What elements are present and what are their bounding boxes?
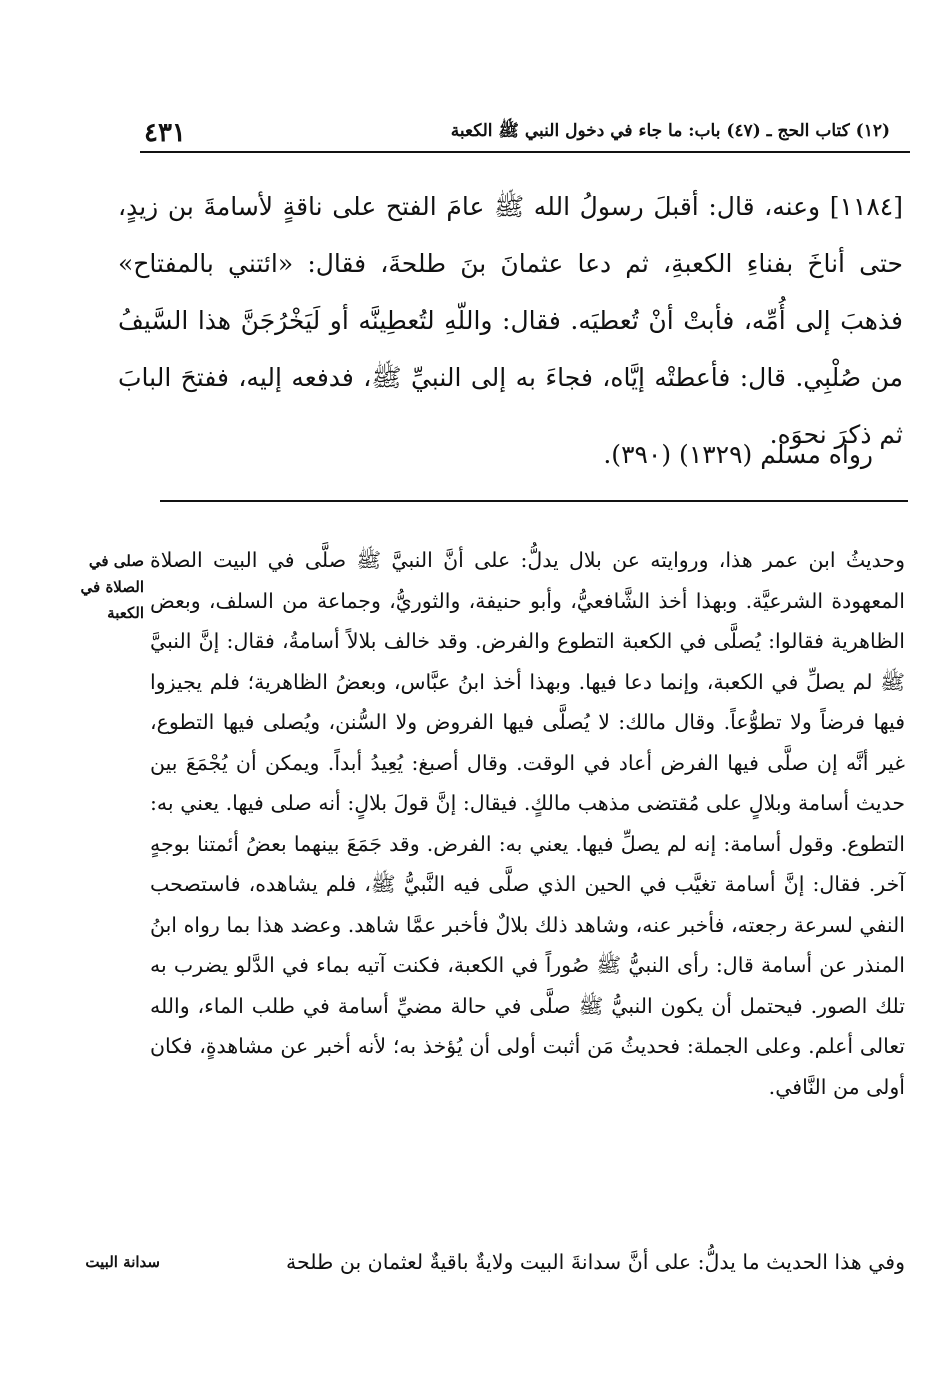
commentary-block: [150, 540, 905, 1107]
header-rule: [140, 151, 910, 153]
hadith-text: [١١٨٤] وعنه، قال: أقبلَ رسولُ الله ﷺ عامَ الفتح على ناقةٍ لأسامةَ بن زيدٍ، حتى أناخَ بفناءِ الكعبةِ، ثم دعا عثمانَ بنَ طلحةَ، فقال: «ائتني بالمفتاح» فذهبَ إلى أُمِّه، فأبتْ أنْ تُعطيَه. فقال: واللّهِ لتُعطِينَّه أو لَيَخْرُجَنَّ هذا السَّيفُ من صُلْبِي. قال: فأعطتْه إيَّاه، فجاءَ به إلى النبيِّ ﷺ، فدفعه إليه، ففتحَ البابَ ثم ذكرَ نحوَه.: [118, 192, 903, 449]
commentary-paragraph-2: وفي هذا الحديث ما يدلُّ: على أنَّ سدانةَ البيت ولايةٌ باقيةٌ لعثمان بن طلحة: [286, 1250, 905, 1274]
hadith-source: رواه مسلم (١٣٢٩) (٣٩٠).: [603, 440, 873, 469]
margin-note-prayer-in-kaaba: صلى في الصلاة في الكعبة: [80, 552, 144, 622]
hadith-block: [118, 178, 903, 463]
margin-note-custodianship: سدانة البيت: [85, 1253, 160, 1271]
page-number: ٤٣١: [144, 118, 186, 148]
separator-rule: [160, 500, 908, 502]
page-header: [140, 112, 910, 152]
commentary-paragraph: وحديثُ ابن عمر هذا، وروايته عن بلال يدلُّ: على أنَّ النبيَّ ﷺ صلَّى في البيت الصلاة المعهودة الشرعيَّة. وبهذا أخذ الشَّافعيُّ، وأبو حنيفة، والثوريُّ، وجماعة من السلف، وبعض الظاهرية فقالوا: يُصلَّى في الكعبة التطوع والفرض. وقد خالف بلالاً أسامةُ، فقال: إنَّ النبيَّ ﷺ لم يصلِّ في الكعبة، وإنما دعا فيها. وبهذا أخذ ابنُ عبَّاس، وبعضُ الظاهرية؛ فلم يجيزوا فيها فرضاً ولا تطوُّعاً. وقال مالك: لا يُصلَّى فيها الفروض ولا السُّنن، ويُصلى فيها التطوع، غير أنَّه إن صلَّى فيها الفرض أعاد في الوقت. وقال أصبغ: يُعِيدُ أبداً. ويمكن أن يُجْمَعَ بين حديث أسامة وبلالٍ على مُقتضى مذهب مالكٍ. فيقال: إنَّ قولَ بلالٍ: أنه صلى فيها. يعني به: التطوع. وقول أسامة: إنه لم يصلِّ فيها. يعني به: الفرض. وقد جَمَعَ بينهما بعضُ أئمتنا بوجهٍ آخر. فقال: إنَّ أسامة تغيَّب في الحين الذي صلَّى فيه النَّبيُّ ﷺ، فلم يشاهده، فاستصحب النفي لسرعة رجعته، فأخبر عنه، وشاهد ذلك بلالٌ فأخبر عمَّا شاهد. وعضد هذا بما رواه ابنُ المنذر عن أسامة قال: رأى النبيُّ ﷺ صُوراً في الكعبة، فكنت آتيه بماء في الدَّلو يضرب به تلك الصور. فيحتمل أن يكون النبيُّ ﷺ صلَّى في حالة مضيِّ أسامة في طلب الماء، والله تعالى أعلم. وعلى الجملة: فحديثُ مَن أثبت أولى أن يُؤخذ به؛ لأنه أخبر عن مشاهدةٍ، فكان أولى من النَّافي.: [150, 548, 905, 1099]
running-head: (١٢) كتاب الحج ـ (٤٧) باب: ما جاء في دخول النبي ﷺ الكعبة: [450, 121, 890, 141]
